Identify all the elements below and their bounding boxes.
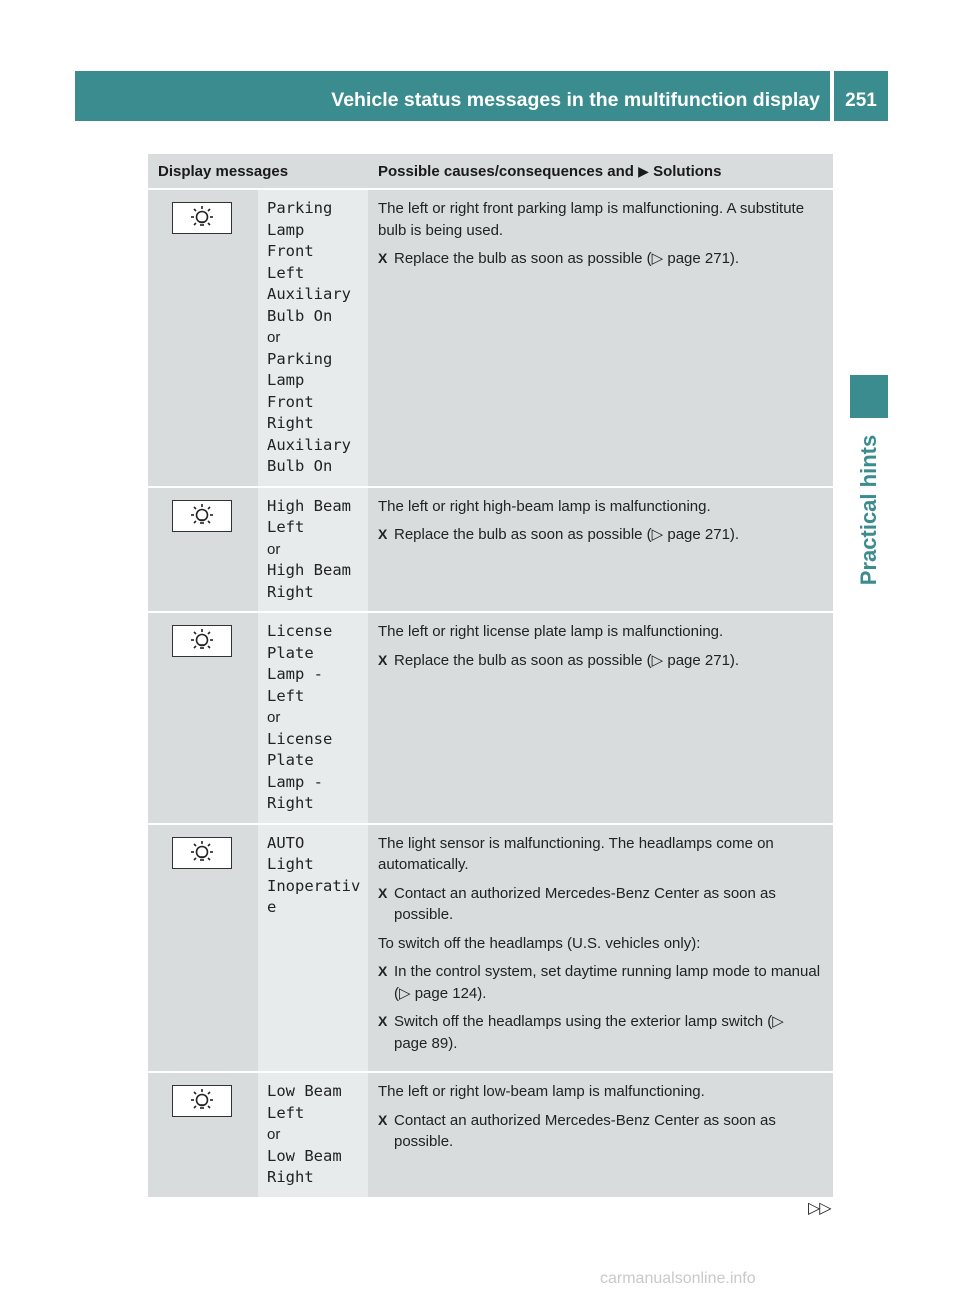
solution-step bbox=[378, 1110, 821, 1153]
watermark: carmanualsonline.info bbox=[600, 1270, 756, 1287]
table-header bbox=[148, 154, 833, 188]
message-line: Left bbox=[267, 1103, 305, 1122]
step-marker-icon: X bbox=[378, 963, 388, 979]
message-line: Auxiliary bbox=[267, 435, 351, 454]
table-body bbox=[148, 188, 833, 1197]
cause-text: The light sensor is malfunctioning. The headlamps come on automatically. bbox=[378, 834, 774, 873]
step-text: Contact an authorized Mercedes-Benz Center as soon as possible. bbox=[394, 1111, 776, 1150]
message-line: Bulb On bbox=[267, 457, 333, 475]
solution-step bbox=[378, 1011, 821, 1054]
message-line: Left bbox=[267, 686, 305, 705]
message-line: Right bbox=[267, 582, 314, 601]
display-message-cell bbox=[258, 190, 368, 486]
table-row bbox=[148, 188, 833, 486]
message-line: Parking bbox=[267, 199, 333, 217]
display-message-cell bbox=[258, 613, 368, 823]
solution-cell bbox=[368, 488, 833, 612]
lamp-bulb-icon bbox=[187, 205, 217, 231]
table-row bbox=[148, 823, 833, 1072]
continue-arrows-icon: ▷▷ bbox=[808, 1200, 831, 1217]
message-line: Lamp bbox=[267, 371, 305, 389]
message-line: Light bbox=[267, 855, 314, 873]
arrow-right-icon: ▶ bbox=[638, 162, 649, 179]
page-number-box bbox=[834, 71, 888, 121]
message-line: High Beam bbox=[267, 496, 351, 515]
message-line: AUTO bbox=[267, 833, 305, 852]
message-line: Auxiliary bbox=[267, 285, 351, 303]
lamp-bulb-icon bbox=[172, 625, 232, 657]
message-line: Lamp bbox=[267, 220, 305, 239]
or-separator: or bbox=[267, 1126, 281, 1143]
lamp-bulb-icon bbox=[187, 840, 217, 866]
side-label-text: Practical hints bbox=[856, 434, 882, 586]
col-solutions-suffix: Solutions bbox=[653, 162, 722, 180]
message-line: Right bbox=[267, 794, 314, 812]
lamp-bulb-icon bbox=[172, 1085, 232, 1117]
table-row bbox=[148, 1071, 833, 1197]
message-line: Lamp - bbox=[267, 665, 323, 683]
message-line: Front bbox=[267, 392, 314, 411]
message-line: Front bbox=[267, 242, 314, 260]
display-message-cell bbox=[258, 1073, 368, 1197]
message-line: Bulb On bbox=[267, 306, 333, 325]
step-marker-icon: X bbox=[378, 250, 388, 266]
lamp-bulb-icon bbox=[172, 202, 232, 234]
col-display-messages: Display messages bbox=[158, 162, 289, 180]
or-separator: or bbox=[267, 709, 281, 726]
page-number: 251 bbox=[845, 90, 877, 111]
message-line: e bbox=[267, 898, 277, 916]
solution-step bbox=[378, 248, 821, 270]
display-message-cell bbox=[258, 488, 368, 612]
solution-cell bbox=[368, 825, 833, 1072]
solution-step bbox=[378, 961, 821, 1004]
header-title: Vehicle status messages in the multifunction display bbox=[331, 89, 820, 111]
icon-cell bbox=[148, 613, 258, 823]
col-solutions-prefix: Possible causes/consequences and bbox=[378, 162, 634, 180]
step-text: In the control system, set daytime running lamp mode to manual (▷ page 124). bbox=[394, 963, 821, 1002]
side-section-label bbox=[850, 425, 888, 595]
message-line: Right bbox=[267, 414, 314, 432]
solution-step bbox=[378, 650, 821, 672]
side-tab-marker bbox=[850, 375, 888, 418]
message-line: High Beam bbox=[267, 561, 351, 579]
status-messages-table bbox=[148, 154, 833, 1197]
step-marker-icon: X bbox=[378, 526, 388, 542]
step-text: Replace the bulb as soon as possible (▷ page 271). bbox=[394, 250, 740, 267]
icon-cell bbox=[148, 488, 258, 612]
message-line: Left bbox=[267, 263, 305, 282]
icon-cell bbox=[148, 825, 258, 1072]
or-separator: or bbox=[267, 329, 281, 346]
icon-cell bbox=[148, 1073, 258, 1197]
message-line: Left bbox=[267, 518, 305, 536]
message-line: Plate bbox=[267, 643, 314, 662]
step-marker-icon: X bbox=[378, 1013, 388, 1029]
display-message-cell bbox=[258, 825, 368, 1072]
cause-text: The left or right low-beam lamp is malfunctioning. bbox=[378, 1083, 705, 1100]
message-line: Lamp - bbox=[267, 772, 323, 791]
message-line: Parking bbox=[267, 349, 333, 368]
icon-cell bbox=[148, 190, 258, 486]
or-separator: or bbox=[267, 540, 281, 558]
table-row bbox=[148, 486, 833, 612]
step-marker-icon: X bbox=[378, 1111, 388, 1128]
message-line: License bbox=[267, 622, 333, 640]
message-line: License bbox=[267, 729, 333, 748]
solution-cell bbox=[368, 1073, 833, 1197]
solution-cell bbox=[368, 613, 833, 823]
col-solutions bbox=[368, 163, 833, 180]
cause-text: The left or right high-beam lamp is malfunctioning. bbox=[378, 497, 711, 515]
page-header bbox=[75, 71, 830, 121]
lamp-bulb-icon bbox=[187, 1088, 217, 1114]
cause-text: The left or right license plate lamp is malfunctioning. bbox=[378, 623, 724, 640]
message-line: Low Beam bbox=[267, 1146, 342, 1165]
solution-step bbox=[378, 524, 821, 546]
step-text: Replace the bulb as soon as possible (▷ page 271). bbox=[394, 651, 740, 669]
message-line: Inoperativ bbox=[267, 876, 361, 895]
message-line: Plate bbox=[267, 751, 314, 769]
lamp-bulb-icon bbox=[172, 500, 232, 532]
lamp-bulb-icon bbox=[187, 628, 217, 654]
cause-text: The left or right front parking lamp is malfunctioning. A substitute bulb is being used. bbox=[378, 200, 805, 239]
lamp-bulb-icon bbox=[172, 837, 232, 869]
step-marker-icon: X bbox=[378, 651, 388, 668]
message-line: Right bbox=[267, 1168, 314, 1186]
cause-text: To switch off the headlamps (U.S. vehicles only): bbox=[378, 934, 701, 952]
solution-step bbox=[378, 883, 821, 926]
message-line: Low Beam bbox=[267, 1082, 342, 1100]
table-row bbox=[148, 611, 833, 823]
step-text: Switch off the headlamps using the exterior lamp switch (▷ page 89). bbox=[394, 1013, 784, 1052]
step-text: Contact an authorized Mercedes-Benz Center as soon as possible. bbox=[394, 884, 776, 923]
solution-cell bbox=[368, 190, 833, 486]
step-text: Replace the bulb as soon as possible (▷ page 271). bbox=[394, 526, 740, 543]
lamp-bulb-icon bbox=[187, 503, 217, 529]
step-marker-icon: X bbox=[378, 884, 388, 901]
